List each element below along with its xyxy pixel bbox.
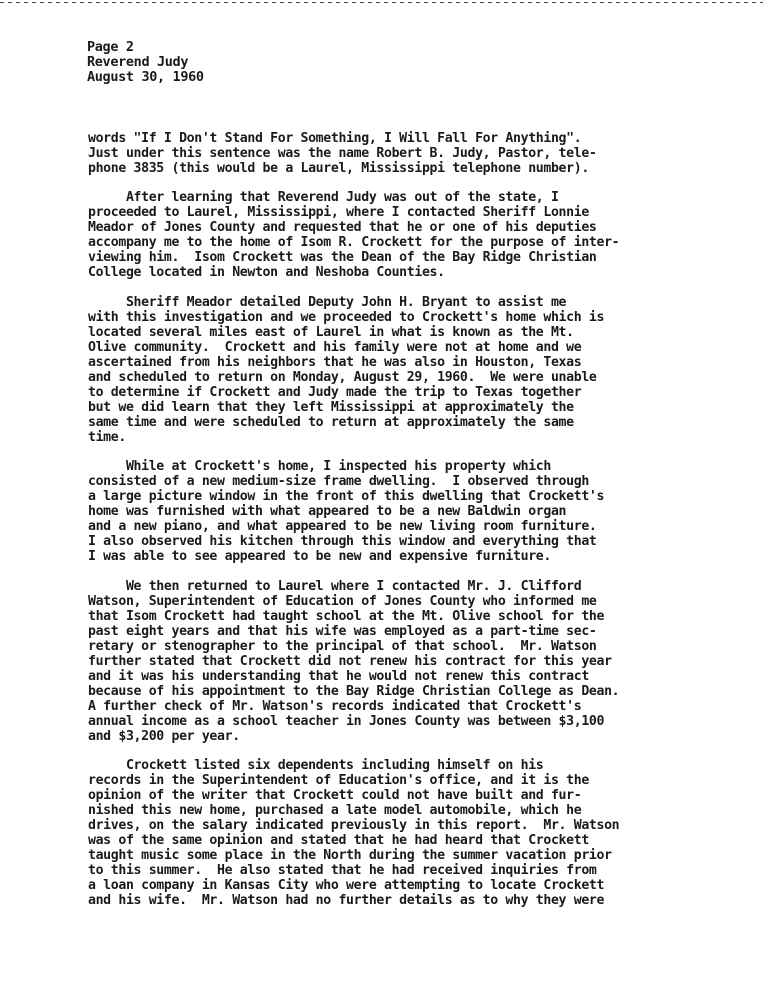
body-line: because of his appointment to the Bay Ridge Christian College as Dean. <box>88 684 620 699</box>
body-line: annual income as a school teacher in Jones County was between $3,100 <box>88 714 605 729</box>
body-line: I also observed his kitchen through this window and everything that <box>88 534 597 549</box>
body-line: same time and were scheduled to return at approximately the same <box>88 415 574 430</box>
body-line: Sheriff Meador detailed Deputy John H. Bryant to assist me <box>88 295 567 310</box>
body-line: words "If I Don't Stand For Something, I Will Fall For Anything". <box>88 131 582 146</box>
header-date: August 30, 1960 <box>87 69 204 85</box>
body-line: We then returned to Laurel where I contacted Mr. J. Clifford <box>88 579 582 594</box>
body-line: phone 3835 (this would be a Laurel, Mississippi telephone number). <box>88 161 589 176</box>
body-line: Olive community. Crockett and his family were not at home and we <box>88 340 582 355</box>
body-line: time. <box>88 430 126 445</box>
body-line: and it was his understanding that he would not renew this contract <box>88 669 589 684</box>
body-line: While at Crockett's home, I inspected his property which <box>88 459 551 474</box>
body-line: and his wife. Mr. Watson had no further details as to why they were <box>88 893 605 908</box>
body-line: and $3,200 per year. <box>88 729 240 744</box>
body-line: and scheduled to return on Monday, August 29, 1960. We were unable <box>88 370 597 385</box>
body-line: Meador of Jones County and requested that he or one of his deputies <box>88 220 597 235</box>
body-line: drives, on the salary indicated previously in this report. Mr. Watson <box>88 818 620 833</box>
header-name: Reverend Judy <box>87 54 189 70</box>
body-line: opinion of the writer that Crockett could not have built and fur- <box>88 788 582 803</box>
body-line: that Isom Crockett had taught school at the Mt. Olive school for the <box>88 609 605 624</box>
body-line: and a new piano, and what appeared to be new living room furniture. <box>88 519 597 534</box>
body-line: was of the same opinion and stated that he had heard that Crockett <box>88 833 589 848</box>
body-line: consisted of a new medium-size frame dwelling. I observed through <box>88 474 589 489</box>
body-line: located several miles east of Laurel in what is known as the Mt. <box>88 325 574 340</box>
body-line: nished this new home, purchased a late model automobile, which he <box>88 803 582 818</box>
header-page: Page 2 <box>87 39 134 55</box>
body-line: viewing him. Isom Crockett was the Dean of the Bay Ridge Christian <box>88 250 597 265</box>
body-line: accompany me to the home of Isom R. Crockett for the purpose of inter- <box>88 235 620 250</box>
body-line: Crockett listed six dependents including himself on his <box>88 758 544 773</box>
body-line: Just under this sentence was the name Robert B. Judy, Pastor, tele- <box>88 146 597 161</box>
body-line: home was furnished with what appeared to be a new Baldwin organ <box>88 504 567 519</box>
body-line: past eight years and that his wife was employed as a part-time sec- <box>88 624 597 639</box>
body-line: ascertained from his neighbors that he was also in Houston, Texas <box>88 355 582 370</box>
body-line: A further check of Mr. Watson's records indicated that Crockett's <box>88 699 582 714</box>
body-line: taught music some place in the North during the summer vacation prior <box>88 848 612 863</box>
body-line: a large picture window in the front of this dwelling that Crockett's <box>88 489 605 504</box>
page-top-edge <box>0 0 763 6</box>
body-line: but we did learn that they left Mississippi at approximately the <box>88 400 574 415</box>
body-line: to this summer. He also stated that he had received inquiries from <box>88 863 597 878</box>
body-line: I was able to see appeared to be new and expensive furniture. <box>88 549 551 564</box>
body-line: College located in Newton and Neshoba Counties. <box>88 265 445 280</box>
body-line: a loan company in Kansas City who were attempting to locate Crockett <box>88 878 605 893</box>
body-line: Watson, Superintendent of Education of Jones County who informed me <box>88 594 597 609</box>
body-line: proceeded to Laurel, Mississippi, where I contacted Sheriff Lonnie <box>88 205 589 220</box>
body-line: After learning that Reverend Judy was out of the state, I <box>88 190 559 205</box>
body-line: further stated that Crockett did not renew his contract for this year <box>88 654 612 669</box>
body-line: with this investigation and we proceeded to Crockett's home which is <box>88 310 605 325</box>
body-line: retary or stenographer to the principal of that school. Mr. Watson <box>88 639 597 654</box>
body-line: to determine if Crockett and Judy made the trip to Texas together <box>88 385 582 400</box>
body-line: records in the Superintendent of Education's office, and it is the <box>88 773 589 788</box>
